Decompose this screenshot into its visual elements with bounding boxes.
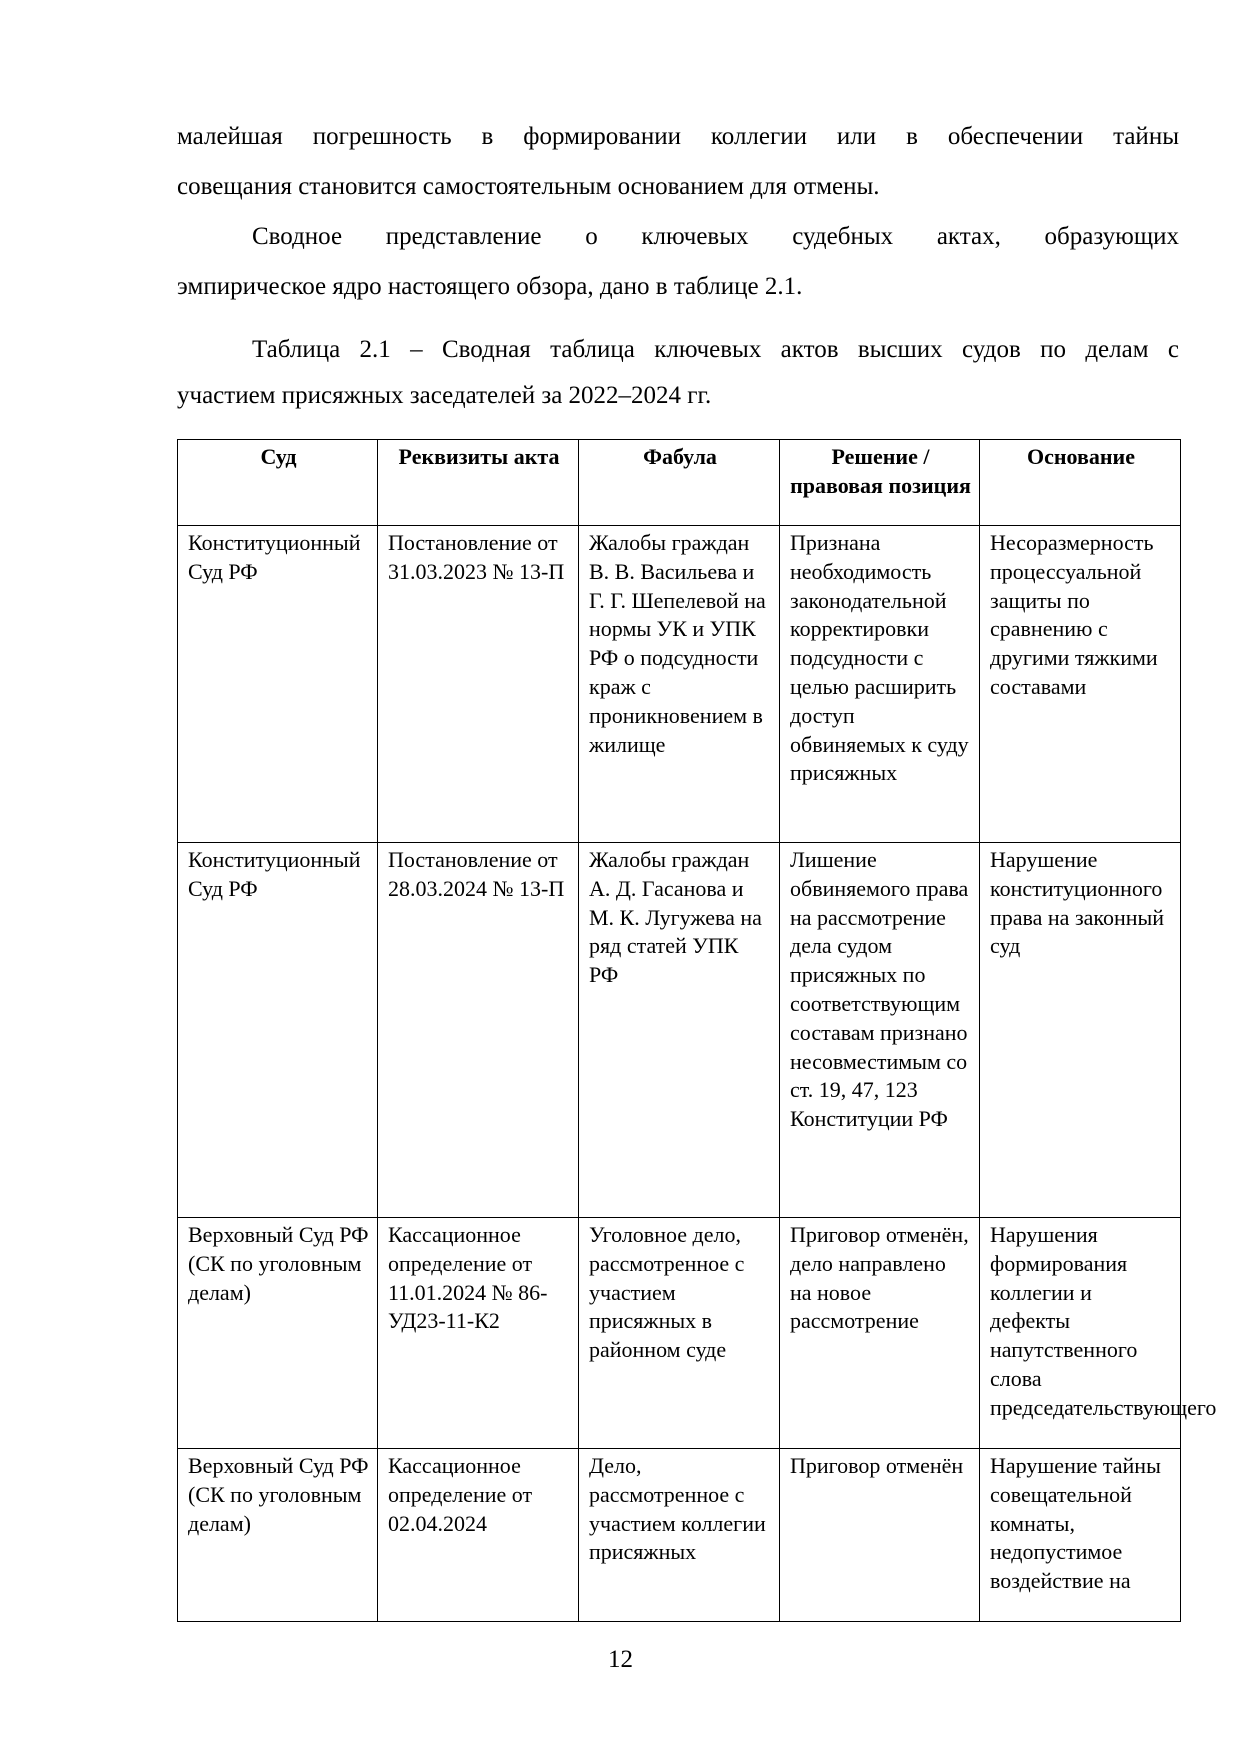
text-line: Сводное представление о ключевых судебных актах, образующих bbox=[252, 223, 1179, 250]
cell-grounds: Нарушения формирования коллегии и дефекты напутственного слова председательствующего bbox=[980, 1218, 1181, 1449]
cell-facts: Жалобы граждан В. В. Васильева и Г. Г. Шепелевой на нормы УК и УПК РФ о подсудности краж с проникновением в жилище bbox=[579, 526, 780, 843]
text-line: эмпирическое ядро настоящего обзора, дано в таблице 2.1. bbox=[177, 273, 803, 300]
caption-line: Таблица 2.1 – Сводная таблица ключевых актов высших судов по делам с bbox=[252, 336, 1179, 363]
text-line: малейшая погрешность в формировании коллегии или в обеспечении тайны bbox=[177, 123, 1179, 150]
cell-decision: Признана необходимость законодательной корректировки подсудности с целью расширить доступ обвиняемых к суду присяжных bbox=[780, 526, 980, 843]
cell-decision: Приговор отменён, дело направлено на новое рассмотрение bbox=[780, 1218, 980, 1449]
paragraph-summary bbox=[177, 212, 1179, 262]
table-row bbox=[178, 1218, 1181, 1449]
cell-decision: Приговор отменён bbox=[780, 1449, 980, 1622]
header-court: Суд bbox=[178, 440, 378, 526]
header-act-details: Реквизиты акта bbox=[378, 440, 579, 526]
page-number: 12 bbox=[608, 1646, 633, 1673]
cell-facts: Дело, рассмотренное с участием коллегии присяжных bbox=[579, 1449, 780, 1622]
cell-grounds: Нарушение тайны совещательной комнаты, недопустимое воздействие на bbox=[980, 1449, 1181, 1622]
table-row bbox=[178, 843, 1181, 1218]
cell-grounds: Несоразмерность процессуальной защиты по сравнению с другими тяжкими составами bbox=[980, 526, 1181, 843]
paragraph-continuation bbox=[177, 112, 1179, 162]
table-row bbox=[178, 1449, 1181, 1622]
cell-act-details: Постановление от 28.03.2024 № 13-П bbox=[378, 843, 579, 1218]
paragraph-continuation-end bbox=[177, 162, 1179, 212]
table-row bbox=[178, 526, 1181, 843]
cell-court: Конституционный Суд РФ bbox=[178, 843, 378, 1218]
cell-facts: Жалобы граждан А. Д. Гасанова и М. К. Лугужева на ряд статей УПК РФ bbox=[579, 843, 780, 1218]
text-line: совещания становится самостоятельным основанием для отмены. bbox=[177, 173, 880, 200]
paragraph-summary-end bbox=[177, 262, 1179, 312]
header-facts: Фабула bbox=[579, 440, 780, 526]
cell-court: Верховный Суд РФ (СК по уголовным делам) bbox=[178, 1449, 378, 1622]
cell-court: Верховный Суд РФ (СК по уголовным делам) bbox=[178, 1218, 378, 1449]
cell-facts: Уголовное дело, рассмотренное с участием присяжных в районном суде bbox=[579, 1218, 780, 1449]
cell-grounds: Нарушение конституционного права на законный суд bbox=[980, 843, 1181, 1218]
caption-line: участием присяжных заседателей за 2022–2024 гг. bbox=[177, 382, 712, 409]
header-decision: Решение / правовая позиция bbox=[780, 440, 980, 526]
cell-decision: Лишение обвиняемого права на рассмотрение дела судом присяжных по соответствующим составам признано несовместимым со ст. 19, 47, 123 Конституции РФ bbox=[780, 843, 980, 1218]
header-grounds: Основание bbox=[980, 440, 1181, 526]
table-caption-end bbox=[177, 375, 1179, 417]
table-header-row bbox=[178, 440, 1181, 526]
cell-act-details: Постановление от 31.03.2023 № 13-П bbox=[378, 526, 579, 843]
cell-act-details: Кассационное определение от 11.01.2024 № 86-УД23-11-К2 bbox=[378, 1218, 579, 1449]
table-caption bbox=[177, 325, 1179, 375]
summary-table bbox=[177, 439, 1217, 1622]
cell-act-details: Кассационное определение от 02.04.2024 bbox=[378, 1449, 579, 1622]
cell-court: Конституционный Суд РФ bbox=[178, 526, 378, 843]
